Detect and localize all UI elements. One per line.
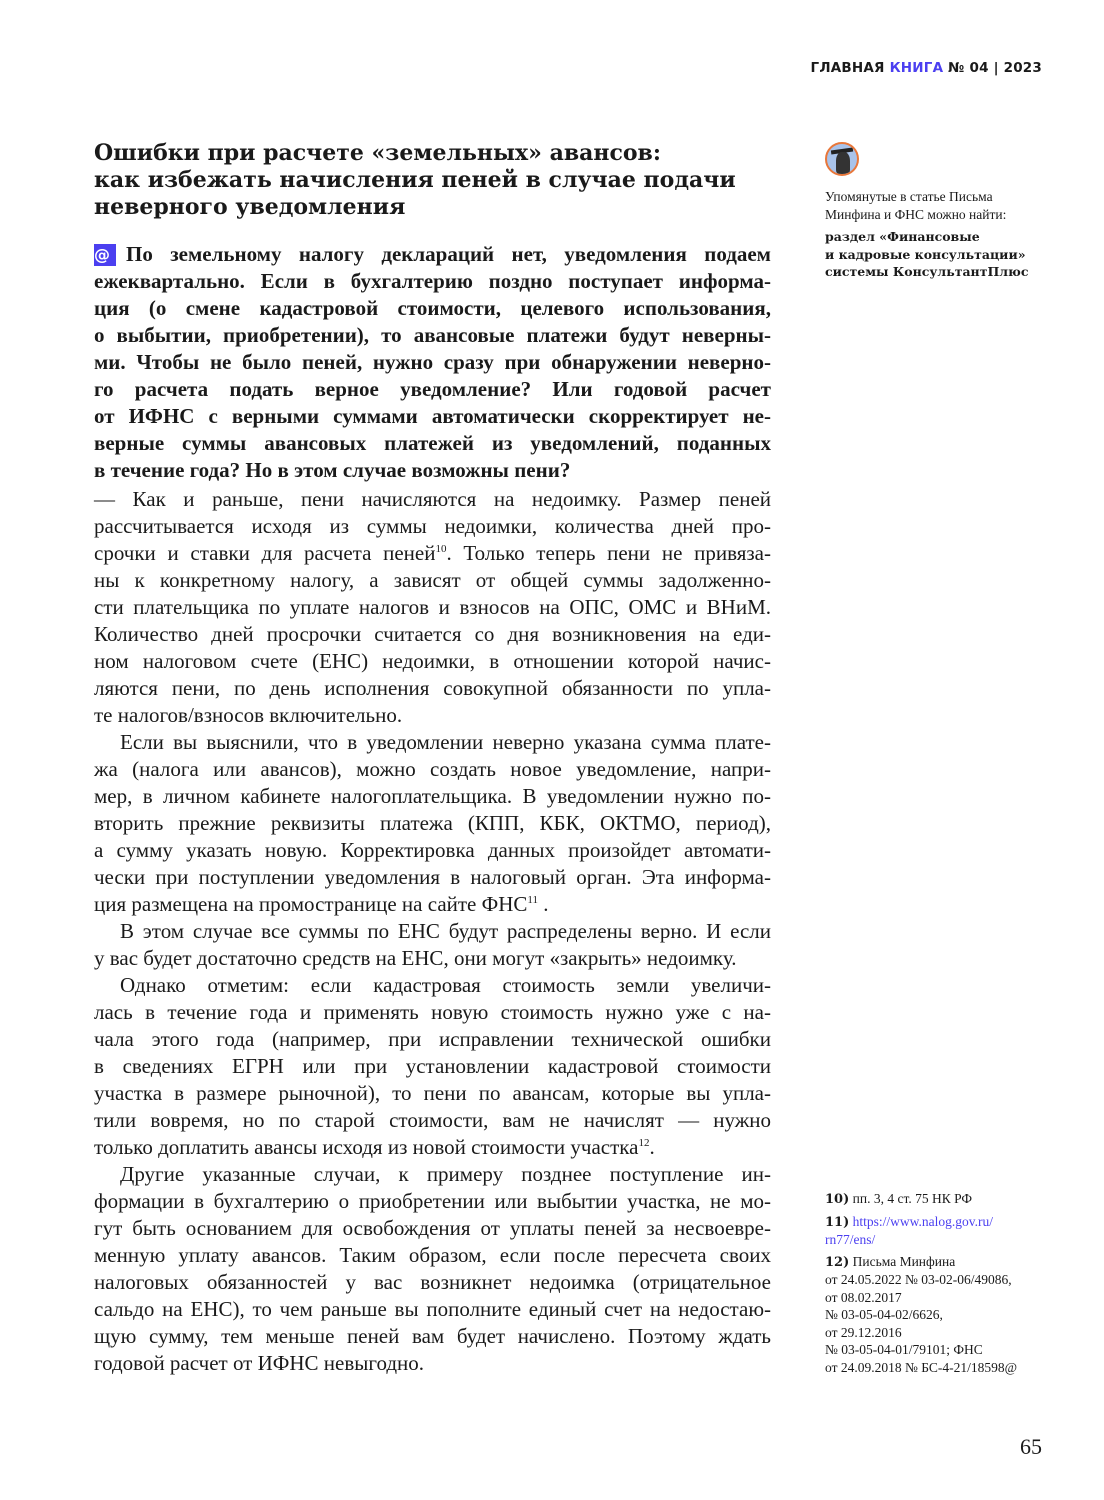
text-line: а сумму указать новую. Корректировка данных произойдет автомати- (94, 838, 771, 862)
footnote-text: от 08.02.2017 (825, 1289, 902, 1305)
question-line: верные суммы авансовых платежей из уведомлений, поданных (94, 431, 771, 455)
footnote-12 (825, 1253, 1055, 1377)
text-line: гут быть основанием для освобождения от уплаты пеней за несвоевре- (94, 1216, 771, 1240)
text-line: щую сумму, тем меньше пеней вам будет начислено. Поэтому ждать (94, 1324, 771, 1348)
paragraph (94, 1161, 771, 1377)
page-number: 65 (1020, 1434, 1042, 1459)
answer (94, 486, 771, 1377)
footnote-text: от 24.05.2022 № 03-02-06/49086, (825, 1272, 1012, 1287)
title-line: Ошибки при расчете «земельных» авансов: (94, 140, 661, 166)
text-line: вторить прежние реквизиты платежа (КПП, КБК, ОКТМО, период), (94, 811, 771, 835)
sidebar-note-line: Минфина и ФНС можно найти: (825, 206, 1007, 222)
sidebar-source-line: раздел «Финансовые (825, 229, 980, 244)
question-line: ми. Чтобы не было пеней, нужно сразу при обнаружении неверно- (94, 350, 771, 374)
article-title (94, 140, 794, 221)
title-line: как избежать начисления пеней в случае подачи (94, 167, 736, 193)
text-line: чески при поступлении уведомления в налоговый орган. Эта информа- (94, 865, 771, 889)
text-line: Количество дней просрочки считается со дня возникновения на еди- (94, 622, 771, 646)
text-line: ция размещена на промостранице на сайте ФНС$^{11}$ . (94, 892, 549, 916)
text-line: Если вы выяснили, что в уведомлении неверно указана сумма плате- (120, 730, 771, 754)
text-line: ны к конкретному налогу, а зависят от общей суммы задолженно- (94, 568, 771, 592)
text-line: участка в размере рыночной), то пени по авансам, которые вы упла- (94, 1081, 771, 1105)
text-line: ляются пени, по день исполнения совокупной обязанности по упла- (94, 676, 771, 700)
text-line: налоговых обязанностей у вас возникнет недоимка (отрицательное (94, 1270, 771, 1294)
brand-main: ГЛАВНАЯ (810, 60, 885, 76)
footnote-number: 11) (825, 1214, 850, 1230)
question-line: @ По земельному налогу деклараций нет, уведомления подаем (94, 242, 771, 266)
text-line: сальдо на ЕНС), то чем раньше вы пополните единый счет на недостаю- (94, 1297, 771, 1321)
footnote-10 (825, 1190, 1055, 1209)
text-line: формации в бухгалтерию о приобретении или выбытии участка, не мо- (94, 1189, 771, 1213)
sidebar-note-line: Упомянутые в статье Письма (825, 189, 993, 204)
text-line: годовой расчет от ИФНС невыгодно. (94, 1351, 425, 1375)
question-line: от ИФНС с верными суммами автоматически скорректирует не- (94, 404, 771, 428)
footnote-number: 10) (825, 1192, 850, 1207)
text-line: жа (налога или авансов), можно создать новое уведомление, напри- (94, 757, 771, 781)
question-line: в течение года? Но в этом случае возможны пени? (94, 458, 571, 482)
question-line: го расчета подать верное уведомление? Или годовой расчет (94, 377, 771, 401)
footnote-link[interactable]: https://www.nalog.gov.ru/ rn77/ens/ (825, 1213, 993, 1247)
paragraph (94, 729, 771, 918)
text-line: срочки и ставки для расчета пеней$^{10}$. Только теперь пени не привяза- (94, 541, 771, 565)
text-line: В этом случае все суммы по ЕНС будут распределены верно. И если (120, 919, 771, 943)
footnote-text: № 03-05-04-01/79101; ФНС (825, 1342, 983, 1357)
footnote-text: от 24.09.2018 № БС-4-21/18598@ (825, 1359, 1018, 1375)
footnote-ref[interactable]: 12 (638, 1137, 650, 1149)
footnote-text: Письма Минфина (852, 1253, 956, 1269)
footnote-text: пп. 3, 4 ст. 75 НК РФ (852, 1191, 973, 1206)
footnote-ref[interactable]: 10 (435, 543, 447, 555)
sidebar-source-line: и кадровые консультации» (825, 246, 1026, 262)
text-line: лась в течение года и применять новую стоимость нужно уже с на- (94, 1000, 771, 1024)
text-line: только доплатить авансы исходя из новой стоимости участка$^{12}$. (94, 1135, 655, 1159)
footnote-ref[interactable]: 11 (527, 894, 538, 906)
text-line: рассчитывается исходя из суммы недоимки, количества дней про- (94, 514, 771, 538)
text-line: те налогов/взносов включительно. (94, 703, 403, 727)
text-line: ном налоговом счете (ЕНС) недоимки, в отношении которой начис- (94, 649, 771, 673)
text-line: менную уплату авансов. Таким образом, если после пересчета своих (94, 1243, 771, 1267)
footnote-11 (825, 1213, 1055, 1249)
question-line: ежеквартально. Если в бухгалтерию поздно поступает информа- (94, 269, 771, 293)
expert-avatar-icon (825, 142, 859, 176)
article-body (94, 241, 771, 1377)
footnote-text: № 03-05-04-02/6626, (825, 1307, 943, 1322)
question-line: ция (о смене кадастровой стоимости, целевого использования, (94, 296, 771, 320)
magazine-header (811, 60, 1042, 76)
text-line: — Как и раньше, пени начисляются на недоимку. Размер пеней (94, 487, 771, 511)
paragraph (94, 918, 771, 972)
title-line: неверного уведомления (94, 194, 406, 220)
text-line: Однако отметим: если кадастровая стоимость земли увеличи- (120, 973, 771, 997)
footnotes (825, 1190, 1055, 1380)
text-line: чала этого года (например, при исправлении технической ошибки (94, 1027, 771, 1051)
text-line: мер, в личном кабинете налогоплательщика. В уведомлении нужно по- (94, 784, 771, 808)
footnote-text: от 29.12.2016 (825, 1324, 902, 1340)
text-line: тили вовремя, но по старой стоимости, вам не начислят — нужно (94, 1108, 771, 1132)
text-line: в сведениях ЕГРН или при установлении кадастровой стоимости (94, 1054, 771, 1078)
reader-question (94, 241, 771, 484)
sidebar-source-line: системы КонсультантПлюс (825, 264, 1029, 279)
issue-number: № 04 | 2023 (948, 60, 1042, 76)
question-line: о выбытии, приобретении), то авансовые платежи будут неверны- (94, 323, 771, 347)
at-icon: @ (94, 244, 116, 266)
footnote-number: 12) (825, 1254, 850, 1270)
paragraph (94, 486, 771, 729)
sidebar-note (825, 188, 1055, 223)
paragraph (94, 972, 771, 1161)
sidebar-source (825, 228, 1055, 281)
text-line: Другие указанные случаи, к примеру позднее поступление ин- (120, 1162, 771, 1186)
brand-accent: КНИГА (889, 60, 944, 76)
text-line: у вас будет достаточно средств на ЕНС, они могут «закрыть» недоимку. (94, 946, 737, 970)
text-line: сти плательщика по уплате налогов и взносов на ОПС, ОМС и ВНиМ. (94, 595, 771, 619)
